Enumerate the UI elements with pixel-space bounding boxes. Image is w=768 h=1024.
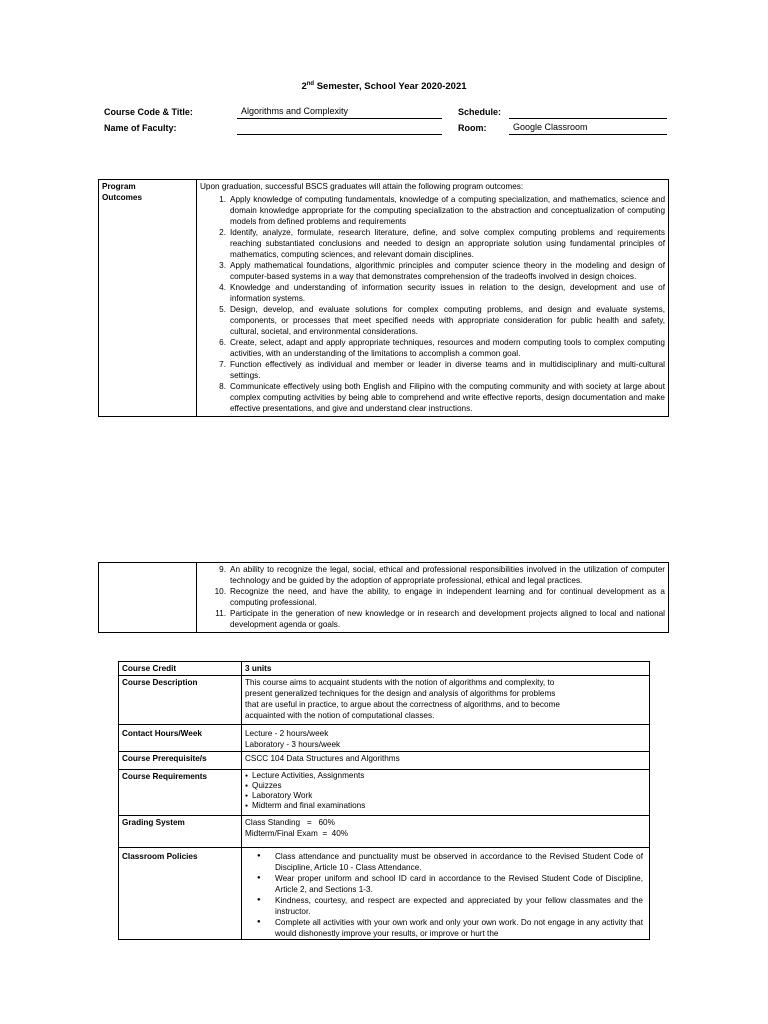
- program-outcomes-table: [98, 179, 669, 417]
- course-prerequisite-label: Course Prerequisite/s: [119, 752, 242, 770]
- program-outcomes-content: [197, 180, 669, 417]
- program-outcome-item: [200, 194, 665, 227]
- program-outcome-text: Create, select, adapt and apply appropriate techniques, resources and modern computing tools to complex computing activities, with an understanding of the limitations to accomplish a common goal.: [230, 338, 665, 358]
- program-outcome-number: 1.: [219, 195, 226, 204]
- list-item: ● Midterm and final examinations: [245, 801, 646, 811]
- program-outcomes-continued-list: [200, 564, 665, 630]
- program-outcomes-label: Program Outcomes: [99, 180, 197, 417]
- list-item: ● Complete all activities with your own work and only your own work. Do not engage in any activity that would dishonestly improve your results, or improve or hurt the: [245, 917, 646, 939]
- program-outcome-number: 9.: [219, 565, 226, 574]
- program-outcome-number: 5.: [219, 305, 226, 314]
- course-requirements-list: [245, 771, 646, 811]
- program-outcome-item: [200, 304, 665, 337]
- grading-system-label: Grading System: [119, 816, 242, 848]
- program-outcome-text: Apply knowledge of computing fundamentals, knowledge of a computing specialization, and mathematics, science and domain knowledge appropriate for the computing specialization to the abstraction and conceptualization of computing models from defined problems and requirements: [230, 195, 665, 226]
- program-outcome-text: Function effectively as individual and member or leader in diverse teams and in multidisciplinary and multi-cultural settings.: [230, 360, 665, 380]
- room-field[interactable]: Google Classroom: [509, 122, 667, 135]
- program-outcome-text: Design, develop, and evaluate solutions for complex computing problems, and design and evaluate systems, components, or processes that meet specified needs with appropriate consideration for public health and safety, cultural, societal, and environmental considerations.: [230, 305, 665, 336]
- program-outcome-number: 2.: [219, 228, 226, 237]
- program-outcome-item: [200, 381, 665, 414]
- list-item: ● Kindness, courtesy, and respect are expected and appreciated by your fellow classmates and the instructor.: [245, 895, 646, 917]
- program-outcome-item: [200, 282, 665, 304]
- program-outcome-text: Recognize the need, and have the ability, to engage in independent learning and for continual development as a computing professional.: [230, 587, 665, 607]
- course-description-row: [119, 676, 650, 725]
- contact-hours-label: Contact Hours/Week: [119, 725, 242, 752]
- program-outcome-text: Communicate effectively using both English and Filipino with the computing community and with society at large about complex computing activities by being able to comprehend and write effective reports, design documentation and make effective presentations, and give and understand clear instructions.: [230, 382, 665, 413]
- program-outcome-item: [200, 337, 665, 359]
- room-label: Room:: [458, 123, 487, 133]
- classroom-policies-row: [119, 848, 650, 940]
- course-prerequisite-row: [119, 752, 650, 770]
- program-outcome-item: [200, 359, 665, 381]
- program-outcome-item: [200, 586, 665, 608]
- list-item: ● Laboratory Work: [245, 791, 646, 801]
- course-info-table: [118, 661, 650, 940]
- program-outcomes-continued-table: [98, 562, 669, 633]
- program-outcome-number: 6.: [219, 338, 226, 347]
- program-outcomes-continued-label-cell: [99, 563, 197, 633]
- classroom-policies-label: Classroom Policies: [119, 848, 242, 940]
- grading-system-row: [119, 816, 650, 848]
- semester-title: 2nd Semester, School Year 2020-2021: [301, 81, 467, 92]
- contact-hours-value: Lecture - 2 hours/week Laboratory - 3 hours/week: [242, 725, 650, 752]
- program-outcomes-continued-content: [197, 563, 669, 633]
- list-item: ● Lecture Activities, Assignments: [245, 771, 646, 781]
- program-outcome-number: 4.: [219, 283, 226, 292]
- course-code-title-field[interactable]: Algorithms and Complexity: [237, 106, 442, 119]
- course-prerequisite-value: CSCC 104 Data Structures and Algorithms: [242, 752, 650, 770]
- program-outcome-item: [200, 260, 665, 282]
- course-description-label: Course Description: [119, 676, 242, 725]
- program-outcome-item: [200, 564, 665, 586]
- program-outcomes-list: [200, 194, 665, 414]
- course-credit-label: Course Credit: [119, 662, 242, 676]
- contact-hours-row: [119, 725, 650, 752]
- program-outcome-text: An ability to recognize the legal, social, ethical and professional responsibilities involved in the utilization of computer technology and be guided by the adoption of appropriate professional, ethical and legal practices.: [230, 565, 665, 585]
- faculty-field[interactable]: [237, 122, 442, 135]
- list-item: ● Quizzes: [245, 781, 646, 791]
- schedule-label: Schedule:: [458, 107, 502, 117]
- program-outcomes-intro: Upon graduation, successful BSCS graduates will attain the following program outcomes:: [200, 182, 524, 191]
- grading-system-value: Class Standing = 60% Midterm/Final Exam = 40%: [242, 816, 650, 848]
- program-outcome-number: 3.: [219, 261, 226, 270]
- faculty-label: Name of Faculty:: [104, 123, 177, 133]
- course-credit-row: [119, 662, 650, 676]
- program-outcome-text: Identify, analyze, formulate, research literature, define, and solve complex computing problems and requirements reaching substantiated conclusions and needed to design an appropriate solution using fundamental principles of mathematics, computing sciences, and relevant domain disciplines.: [230, 228, 665, 259]
- program-outcome-text: Participate in the generation of new knowledge or in research and development projects aligned to local and national development agenda or goals.: [230, 609, 665, 629]
- classroom-policies-list: [245, 851, 646, 939]
- program-outcome-number: 10.: [214, 587, 226, 596]
- program-outcome-number: 7.: [219, 360, 226, 369]
- course-requirements-value: [242, 770, 650, 816]
- program-outcome-number: 8.: [219, 382, 226, 391]
- course-code-title-label: Course Code & Title:: [104, 107, 193, 117]
- course-requirements-row: [119, 770, 650, 816]
- program-outcome-text: Apply mathematical foundations, algorithmic principles and computer science theory in the modeling and design of computer-based systems in a way that demonstrates comprehension of the tradeoffs involved in design choices.: [230, 261, 665, 281]
- course-credit-value: 3 units: [242, 662, 650, 676]
- program-outcome-item: [200, 227, 665, 260]
- classroom-policies-value: [242, 848, 650, 940]
- course-requirements-label: Course Requirements: [119, 770, 242, 816]
- list-item: ● Wear proper uniform and school ID card in accordance to the Revised Student Code of Discipline, Article 2, and Sections 1-3.: [245, 873, 646, 895]
- program-outcome-number: 11.: [215, 609, 226, 618]
- schedule-field[interactable]: [509, 106, 667, 119]
- list-item: ● Class attendance and punctuality must be observed in accordance to the Revised Student Code of Discipline, Article 10 - Class Attendance.: [245, 851, 646, 873]
- program-outcome-item: [200, 608, 665, 630]
- program-outcome-text: Knowledge and understanding of information security issues in relation to the design, development and use of information systems.: [230, 283, 665, 303]
- course-description-value: This course aims to acquaint students with the notion of algorithms and complexity, to present generalized techniques for the design and analysis of algorithms for problems that are useful in practice, to argue about the correctness of algorithms, and to become acquainted with the notion of computational classes.: [242, 676, 650, 725]
